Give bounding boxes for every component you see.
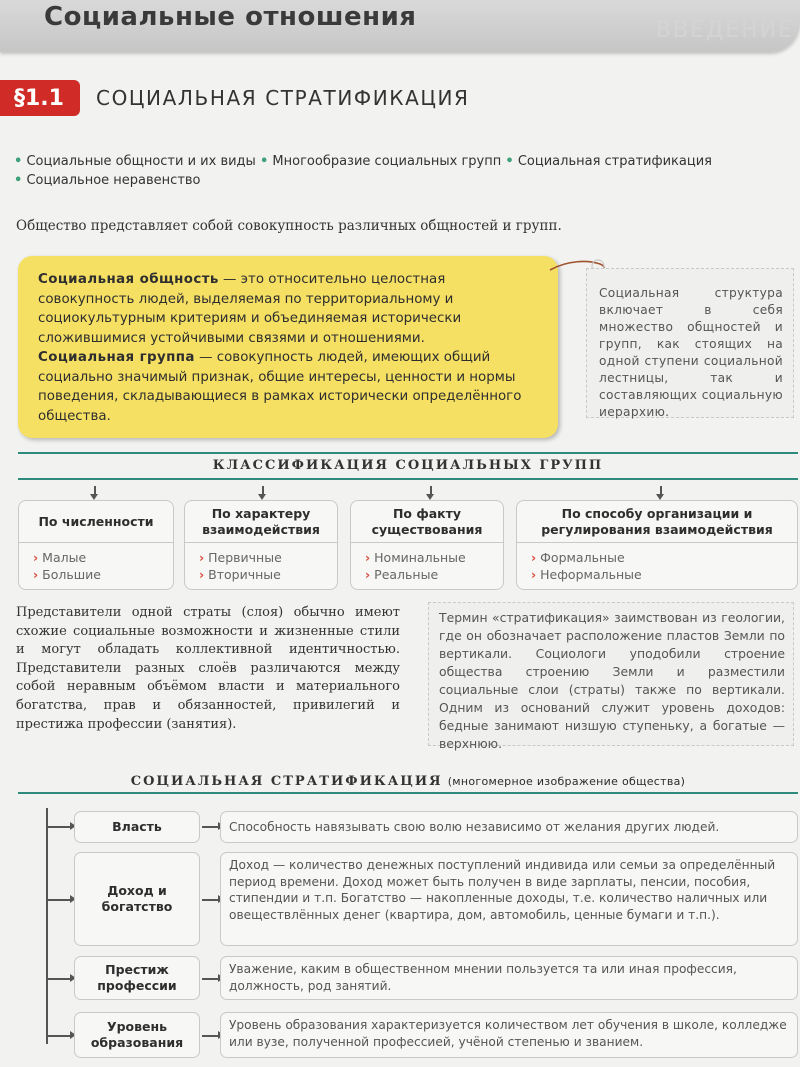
stratification-subheading: (многомерное изображение общества) bbox=[447, 775, 686, 788]
bullet-icon: • bbox=[14, 173, 23, 188]
strata-description: Уважение, каким в общественном мнении пользуется та или иная профессия, должность, род занятий. bbox=[220, 956, 798, 1000]
bullet-icon: • bbox=[14, 154, 23, 169]
classification-divider bbox=[18, 478, 798, 480]
strata-criterion: Уровень образования bbox=[74, 1012, 200, 1058]
arrow-right-icon bbox=[202, 826, 220, 828]
classification-item: › Реальные bbox=[365, 567, 439, 582]
strata-criterion: Доход и богатство bbox=[74, 852, 200, 946]
topic-item: Социальная стратификация bbox=[517, 154, 712, 169]
definitions-box bbox=[18, 256, 558, 438]
arrow-right-icon bbox=[46, 826, 72, 828]
classification-item: › Неформальные bbox=[531, 567, 642, 582]
arrow-right-icon bbox=[202, 978, 220, 980]
bullet-icon: • bbox=[505, 154, 514, 169]
arrow-right-icon bbox=[202, 1035, 220, 1037]
chevron-right-icon: › bbox=[531, 567, 537, 582]
topic-item: Социальное неравенство bbox=[26, 173, 201, 188]
stratification-divider bbox=[18, 792, 798, 794]
chevron-right-icon: › bbox=[199, 567, 205, 582]
arrow-down-icon bbox=[660, 486, 662, 496]
classification-item: › Малые bbox=[33, 550, 87, 565]
arrow-right-icon bbox=[202, 899, 220, 901]
classification-group bbox=[184, 500, 338, 590]
strata-criterion: Власть bbox=[74, 811, 200, 843]
group-definition: — совокупность людей, имеющих общий социально значимый признак, общие интересы, ценности и нормы поведения, складывающиеся в рамках исторически определённого общества. bbox=[38, 350, 522, 424]
chapter-title: Социальные отношения bbox=[44, 2, 417, 32]
stratification-heading bbox=[18, 770, 798, 789]
classification-group-title: По характеру взаимодействия bbox=[185, 501, 337, 543]
classification-item: › Большие bbox=[33, 567, 101, 582]
chevron-right-icon: › bbox=[33, 567, 39, 582]
bullet-icon: • bbox=[259, 154, 269, 169]
classification-group-title: По численности bbox=[19, 501, 173, 543]
chevron-right-icon: › bbox=[365, 550, 371, 565]
topic-item: Социальные общности и их виды bbox=[26, 154, 256, 169]
group-term: Социальная группа bbox=[38, 350, 195, 365]
strata-description: Уровень образования характеризуется количеством лет обучения в школе, колледже или вузе, полученной профессией, учёной степенью и званием. bbox=[220, 1012, 798, 1058]
chapter-ghost-label: ВВЕДЕНИЕ bbox=[655, 18, 794, 43]
classification-group bbox=[516, 500, 798, 590]
chapter-header-bar bbox=[0, 0, 800, 52]
arrow-down-icon bbox=[94, 486, 96, 496]
chevron-right-icon: › bbox=[199, 550, 205, 565]
strata-criterion: Престиж профессии bbox=[74, 956, 200, 1000]
stratification-heading-text: СОЦИАЛЬНАЯ СТРАТИФИКАЦИЯ bbox=[130, 774, 443, 789]
structure-side-note: Социальная структура включает в себя множество общностей и групп, как стоящих на одной ступени социальной лестницы, так и составляющих социальную иерархию. bbox=[586, 268, 794, 418]
term-side-note: Термин «стратификация» заимствован из геологии, где он обозначает расположение пластов Земли по вертикали. Социологи уподобили строение общества строению Земли и разместили социальные слои (страты) также по вертикали. Одним из оснований служит уровень доходов: бедные занимают низшую ступеньку, а богатые — верхнюю. bbox=[428, 602, 794, 746]
classification-group-title: По факту существования bbox=[351, 501, 503, 543]
chevron-right-icon: › bbox=[531, 550, 537, 565]
topic-item: Многообразие социальных групп bbox=[272, 154, 502, 169]
arrow-down-icon bbox=[430, 486, 432, 496]
classification-group bbox=[350, 500, 504, 590]
community-term: Социальная общность bbox=[38, 272, 219, 287]
classification-item: › Вторичные bbox=[199, 567, 281, 582]
arrow-right-icon bbox=[46, 978, 72, 980]
classification-item: › Формальные bbox=[531, 550, 625, 565]
community-definition: — это относительно целостная совокупность людей, выделяемая по территориальному и социокультурным критериям и объединяемая исторически сложившимися устойчивыми связями и отношениями. bbox=[38, 272, 462, 346]
strata-description: Способность навязывать свою волю независимо от желания других людей. bbox=[220, 811, 798, 843]
section-number-badge: §1.1 bbox=[0, 80, 80, 116]
diagram-spine bbox=[46, 808, 48, 1044]
classification-item: › Первичные bbox=[199, 550, 282, 565]
classification-heading-text: КЛАССИФИКАЦИЯ СОЦИАЛЬНЫХ ГРУПП bbox=[212, 458, 604, 473]
chevron-right-icon: › bbox=[33, 550, 39, 565]
arrow-right-icon bbox=[46, 899, 72, 901]
classification-group bbox=[18, 500, 174, 590]
arrow-down-icon bbox=[262, 486, 264, 496]
strata-description: Доход — количество денежных поступлений индивида или семьи за определённый период времени. Доход может быть получен в виде зарплаты, пенсии, пособия, стипендии и т.п. Богатство — накопленные доходы, т.е. количество наличных или овеществлённых денег (квартира, дом, автомобиль, ценные бумаги и т.п.). bbox=[220, 852, 798, 946]
intro-text: Общество представляет собой совокупность различных общностей и групп. bbox=[16, 218, 562, 234]
section-title: СОЦИАЛЬНАЯ СТРАТИФИКАЦИЯ bbox=[96, 86, 470, 110]
chevron-right-icon: › bbox=[365, 567, 371, 582]
classification-group-title: По способу организации и регулирования взаимодействия bbox=[517, 501, 797, 543]
classification-item: › Номинальные bbox=[365, 550, 466, 565]
classification-heading bbox=[18, 452, 798, 473]
strata-paragraph: Представители одной страты (слоя) обычно имеют схожие социальные возможности и жизненные стили и могут обладать коллективной идентичностью. Представители разных слоёв различаются между собой неравным объёмом власти и материального богатства, прав и обязанностей, привилегий и престижа профессии (занятия). bbox=[16, 605, 400, 732]
topics-list bbox=[14, 152, 794, 190]
arrow-right-icon bbox=[46, 1035, 72, 1037]
